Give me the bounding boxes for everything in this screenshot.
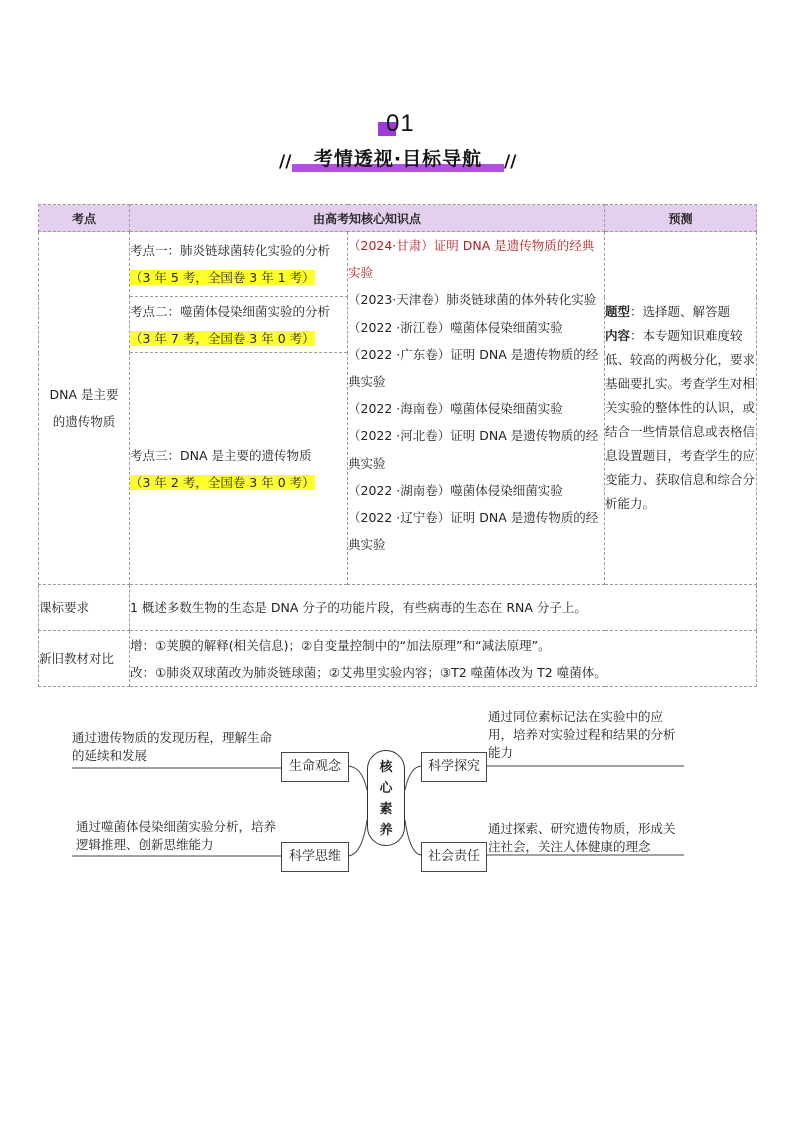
exam-item-content: 证明 DNA 是遗传物质的经典实验 <box>348 238 595 281</box>
right-slash-deco: // <box>504 152 517 172</box>
exam-item <box>348 422 604 476</box>
core-char: 核 <box>379 760 393 775</box>
type-value: ：选择题、解答题 <box>630 304 731 319</box>
type-label: 题型 <box>605 304 631 319</box>
curriculum-text: 1 概述多数生物的生态是 DNA 分子的功能片段，有些病毒的生态在 RNA 分子上。 <box>130 585 757 631</box>
prediction-cell <box>605 232 757 585</box>
exam-item-source: （2022 ·河北卷） <box>348 428 451 444</box>
core-char: 素 <box>379 802 393 817</box>
exam-items-cell <box>348 232 605 585</box>
life-concept-box: 生命观念 <box>281 752 349 782</box>
exam-overview-table <box>38 204 757 687</box>
content-value: ：本专题知识难度较低、较高的两极分化，要求基础要扎实。考查学生对相关实验的整体性的认识，或结合一些情景信息或表格信息设置题目，考查学生的应变能力、获取信息和综合分析能力。 <box>605 328 756 511</box>
knowledge-point-2 <box>130 297 348 353</box>
exam-item-content: 噬菌体侵染细菌实验 <box>450 319 563 335</box>
knowledge-point-1 <box>130 232 348 297</box>
exam-item-content: 证明 DNA 是遗传物质的经典实验 <box>348 428 599 471</box>
exam-item-content: 肺炎链球菌的体外转化实验 <box>446 292 597 308</box>
exam-item-source: （2022 ·湖南卷） <box>348 482 451 498</box>
exam-item-source: （2023·天津卷） <box>348 292 447 308</box>
curriculum-label: 课标要求 <box>39 585 130 631</box>
compare-cell <box>130 631 757 687</box>
exam-item-source: （2022 ·海南卷） <box>348 401 451 417</box>
kp2-text: 考点二：噬菌体侵染细菌实验的分析 <box>130 303 331 319</box>
topic-cell <box>39 232 130 585</box>
kp1-text: 考点一：肺炎链球菌转化实验的分析 <box>130 243 331 258</box>
kp3-stats: （3 年 2 考，全国卷 3 年 0 考） <box>130 474 315 490</box>
section-number: 01 <box>386 110 415 137</box>
exam-item <box>348 477 604 504</box>
exam-item <box>348 286 604 313</box>
kp1-stats: （3 年 5 考，全国卷 3 年 1 考） <box>130 270 315 285</box>
left-slash-deco: // <box>279 152 292 172</box>
core-literacy-node <box>367 750 405 846</box>
compare-change: 改：①肺炎双球菌改为肺炎链球菌；②艾弗里实验内容；③T2 噬菌体改为 T2 噬菌体。 <box>130 664 607 680</box>
exam-item <box>348 314 604 341</box>
header-knowledge: 由高考知核心知识点 <box>130 205 605 232</box>
exam-item <box>348 341 604 395</box>
exam-item-content: 噬菌体侵染细菌实验 <box>450 482 563 498</box>
knowledge-point-3 <box>130 353 348 585</box>
kp2-stats: （3 年 7 考，全国卷 3 年 0 考） <box>130 330 315 346</box>
exam-item <box>348 232 604 286</box>
kp3-text: 考点三：DNA 是主要的遗传物质 <box>130 447 312 463</box>
social-resp-desc: 通过探索、研究遗传物质，形成关注社会，关注人体健康的理念 <box>488 821 676 854</box>
compare-add: 增：①荚膜的解释(相关信息)；②自变量控制中的“加法原理”和“减法原理”。 <box>130 637 551 653</box>
header-prediction: 预测 <box>605 205 757 232</box>
sci-inquiry-box: 科学探究 <box>421 752 487 782</box>
exam-item-content: 证明 DNA 是遗传物质的经典实验 <box>348 510 599 553</box>
section-title: 考情透视·目标导航 <box>313 148 483 170</box>
exam-item-content: 噬菌体侵染细菌实验 <box>450 401 563 417</box>
exam-item-source: （2022 ·浙江卷） <box>348 319 451 335</box>
sci-thinking-box: 科学思维 <box>281 842 349 872</box>
life-concept-desc: 通过遗传物质的发现历程，理解生命的延续和发展 <box>72 730 273 763</box>
exam-item <box>348 395 604 422</box>
exam-item-source: （2022 ·辽宁卷） <box>348 510 451 526</box>
sci-inquiry-desc: 通过同位素标记法在实验中的应用，培养对实验过程和结果的分析能力 <box>488 709 676 760</box>
exam-item <box>348 504 604 558</box>
sci-thinking-desc: 通过噬菌体侵染细菌实验分析，培养逻辑推理、创新思维能力 <box>76 819 277 852</box>
exam-item-content: 证明 DNA 是遗传物质的经典实验 <box>348 346 599 390</box>
exam-item-source: （2022 ·广东卷） <box>348 346 451 362</box>
social-resp-box: 社会责任 <box>421 842 487 872</box>
topic-text: DNA 是主要的遗传物质 <box>49 387 119 429</box>
compare-label: 新旧教材对比 <box>39 631 130 687</box>
exam-item-source: （2024·甘肃） <box>348 238 434 253</box>
core-char: 心 <box>379 781 393 796</box>
table-header-row <box>39 205 757 232</box>
content-label: 内容 <box>605 328 631 343</box>
header-topic: 考点 <box>39 205 130 232</box>
core-char: 养 <box>379 823 393 838</box>
